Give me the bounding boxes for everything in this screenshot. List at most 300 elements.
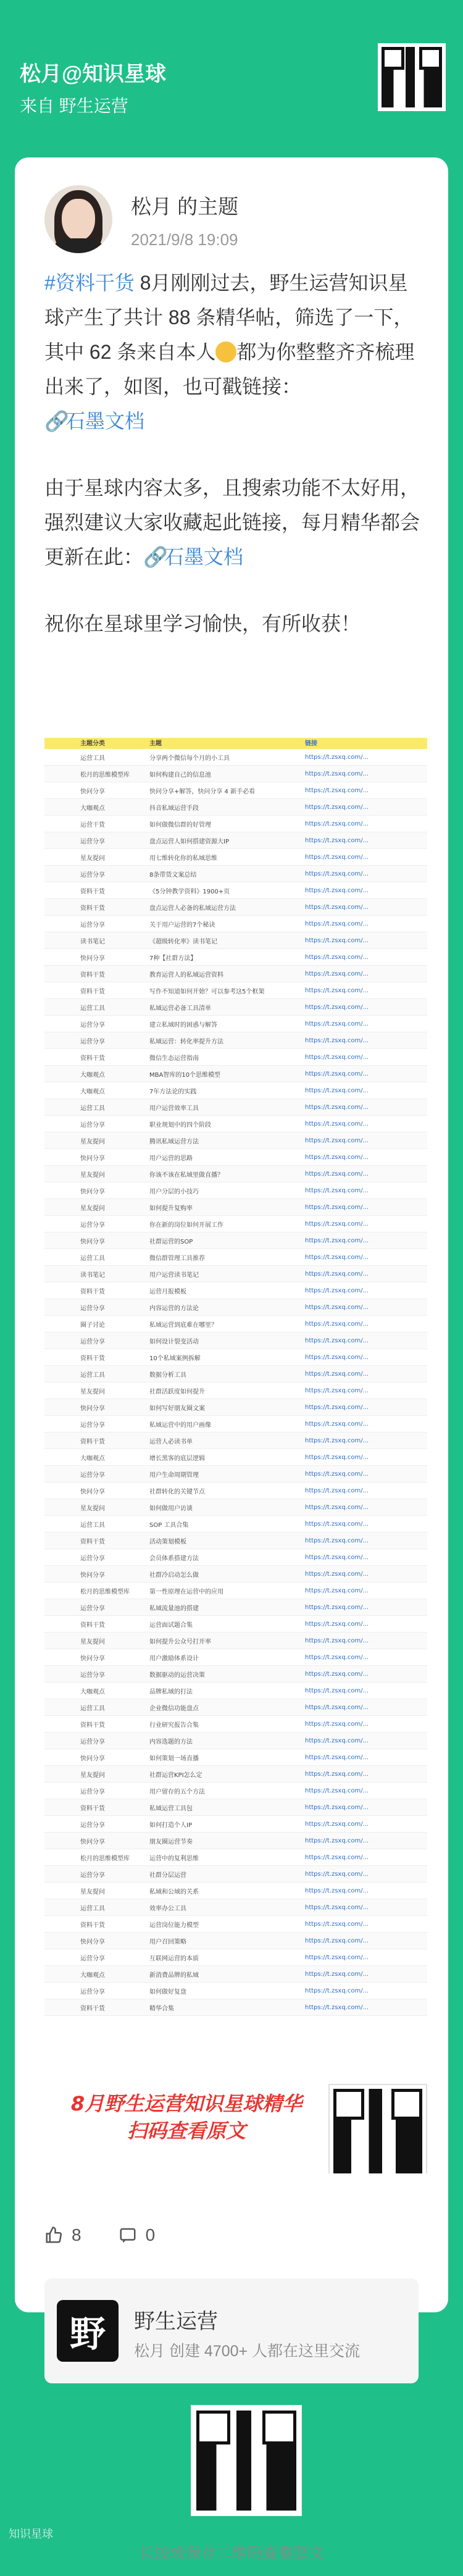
- table-row: [44, 1716, 427, 1733]
- group-description: 松月 创建 4700+ 人都在这里交流: [134, 2343, 361, 2360]
- table-cell: 会员体系搭建方法: [149, 1555, 199, 1562]
- topic-tag[interactable]: #资料干货: [44, 272, 135, 294]
- table-cell: 如何做微信群的好管理: [149, 821, 211, 829]
- table-cell: 大咖观点: [80, 1088, 105, 1095]
- spreadsheet-image[interactable]: [44, 738, 427, 2173]
- table-cell: 社群运营KPI怎么定: [149, 1771, 202, 1779]
- table-cell: 快问分享: [80, 1938, 105, 1946]
- table-row: [44, 1683, 427, 1699]
- thumbs-up-icon: [44, 2226, 63, 2244]
- table-row: [44, 1766, 427, 1783]
- table-cell: 运营分享: [80, 1338, 105, 1345]
- table-cell: 7种【社群方法】: [149, 955, 197, 962]
- table-cell: 活动策划模板: [149, 1538, 186, 1545]
- like-button[interactable]: [44, 2225, 81, 2245]
- table-cell: 运营分享: [80, 1871, 105, 1879]
- table-cell: 快问分享+解答，快问分享 4 新手必看: [149, 788, 256, 795]
- table-cell: 社群活跃度如何提升: [149, 1388, 205, 1395]
- table-cell: 社群运营的SOP: [149, 1238, 193, 1245]
- table-cell: 大咖观点: [80, 1455, 105, 1462]
- table-cell: https://t.zsxq.com/...: [305, 1837, 369, 1844]
- post-stats: [44, 2223, 192, 2248]
- table-cell: 大咖观点: [80, 1688, 105, 1696]
- table-cell: 资料干货: [80, 905, 105, 912]
- table-cell: https://t.zsxq.com/...: [305, 1170, 369, 1177]
- table-row: [44, 1266, 427, 1282]
- table-cell: 分享两个微信每个月的小工具: [149, 755, 230, 762]
- table-cell: 如何设计裂变活动: [149, 1338, 199, 1345]
- table-cell: 用户分层的小技巧: [149, 1188, 199, 1195]
- table-cell: 运营分享: [80, 1121, 105, 1129]
- table-cell: 运营工具: [80, 1255, 105, 1262]
- table-cell: https://t.zsxq.com/...: [305, 1453, 369, 1461]
- table-cell: 快问分享: [80, 1571, 105, 1579]
- table-cell: 运营分享: [80, 1988, 105, 1996]
- table-cell: https://t.zsxq.com/...: [305, 1604, 369, 1611]
- table-row: [44, 1232, 427, 1249]
- table-cell: https://t.zsxq.com/...: [305, 1654, 369, 1661]
- table-cell: https://t.zsxq.com/...: [305, 1637, 369, 1644]
- post-paragraph-1a: 8月刚刚过去，野生运营知识星球产生了共计 88 条精华帖，筛选了一下，其中 62 条来自本人: [44, 272, 414, 363]
- table-row: [44, 1049, 427, 1066]
- table-cell: https://t.zsxq.com/...: [305, 837, 369, 844]
- table-cell: 私域流量池的搭建: [149, 1605, 199, 1612]
- table-cell: 你该不该在私域里做直播？: [149, 1171, 223, 1179]
- header-qr-code: [378, 43, 446, 111]
- table-row: [44, 1249, 427, 1266]
- table-cell: 运营分享: [80, 1221, 105, 1229]
- table-row: [44, 782, 427, 799]
- table-cell: 快问分享: [80, 1405, 105, 1412]
- table-row: [44, 1949, 427, 1966]
- table-cell: 松月的思维模型库: [80, 771, 130, 779]
- table-row: [44, 1299, 427, 1316]
- table-cell: 运营中的复利思维: [149, 1855, 199, 1862]
- post-paragraph-3: 祝你在星球里学习愉快，有所收获！: [44, 613, 361, 635]
- table-cell: https://t.zsxq.com/...: [305, 1887, 369, 1894]
- table-row: [44, 749, 427, 766]
- table-cell: https://t.zsxq.com/...: [305, 1570, 369, 1578]
- table-cell: 资料干货: [80, 1288, 105, 1295]
- table-cell: 私域和公域的关系: [149, 1888, 199, 1896]
- table-cell: 快问分享: [80, 955, 105, 962]
- table-cell: 资料干货: [80, 1621, 105, 1629]
- table-row: [44, 1833, 427, 1849]
- table-cell: 用七维转化你的私域思维: [149, 855, 217, 862]
- table-cell: 运营分享: [80, 838, 105, 845]
- table-cell: https://t.zsxq.com/...: [305, 1554, 369, 1561]
- table-cell: 品牌私域的打法: [149, 1688, 193, 1696]
- table-cell: https://t.zsxq.com/...: [305, 1754, 369, 1761]
- table-cell: 资料干货: [80, 1355, 105, 1362]
- table-row: [44, 1616, 427, 1633]
- table-cell: 运营分享: [80, 1955, 105, 1962]
- table-cell: https://t.zsxq.com/...: [305, 1970, 369, 1978]
- table-cell: MBA智库的10个思维模型: [149, 1071, 221, 1079]
- table-cell: 运营工具: [80, 1005, 105, 1012]
- table-cell: https://t.zsxq.com/...: [305, 1470, 369, 1478]
- table-cell: 盘点运营人必备的私域运营方法: [149, 905, 236, 912]
- table-cell: https://t.zsxq.com/...: [305, 1337, 369, 1344]
- group-logo: 野: [57, 2300, 119, 2362]
- table-cell: 社群分层运营: [149, 1871, 186, 1879]
- table-row: [44, 1733, 427, 1749]
- table-cell: 快问分享: [80, 1655, 105, 1662]
- table-row: [44, 1466, 427, 1482]
- table-row: [44, 1666, 427, 1683]
- table-cell: https://t.zsxq.com/...: [305, 1503, 369, 1511]
- bottom-qr-code: [191, 2405, 302, 2516]
- table-cell: 增长黑客的底层逻辑: [149, 1455, 205, 1462]
- table-cell: 资料干货: [80, 1721, 105, 1729]
- table-cell: https://t.zsxq.com/...: [305, 953, 369, 961]
- table-cell: 运营分享: [80, 1021, 105, 1029]
- table-cell: 运营分享: [80, 1471, 105, 1479]
- table-cell: https://t.zsxq.com/...: [305, 870, 369, 877]
- table-row: [44, 1032, 427, 1049]
- table-cell: https://t.zsxq.com/...: [305, 753, 369, 761]
- table-cell: 资料干货: [80, 988, 105, 995]
- table-cell: 《5分钟教学资料》1900+页: [149, 888, 230, 895]
- table-cell: https://t.zsxq.com/...: [305, 1253, 369, 1261]
- table-cell: https://t.zsxq.com/...: [305, 987, 369, 994]
- table-row: [44, 1783, 427, 1799]
- table-cell: 你在新的岗位如何开展工作: [149, 1221, 223, 1229]
- table-cell: 企业微信功能盘点: [149, 1705, 199, 1712]
- table-cell: SOP 工具合集: [149, 1521, 189, 1529]
- table-cell: 运营工具: [80, 755, 105, 762]
- table-cell: 职业规划中的四个阶段: [149, 1121, 211, 1129]
- table-cell: https://t.zsxq.com/...: [305, 1487, 369, 1494]
- table-cell: https://t.zsxq.com/...: [305, 1137, 369, 1144]
- table-cell: 用户激励体系设计: [149, 1655, 199, 1662]
- table-row: [44, 816, 427, 832]
- table-cell: 星友提问: [80, 1888, 105, 1896]
- table-cell: 运营分享: [80, 1305, 105, 1312]
- table-cell: 星友提问: [80, 1771, 105, 1779]
- table-cell: https://t.zsxq.com/...: [305, 1303, 369, 1311]
- table-cell: 快问分享: [80, 1838, 105, 1846]
- post-card: [15, 157, 448, 2562]
- table-row: [44, 1099, 427, 1116]
- table-cell: 运营人必读书单: [149, 1438, 193, 1445]
- table-cell: 8条带货文案总结: [149, 871, 197, 879]
- table-cell: 星友提问: [80, 1638, 105, 1646]
- table-cell: https://t.zsxq.com/...: [305, 920, 369, 927]
- post-content: [44, 266, 421, 673]
- table-cell: https://t.zsxq.com/...: [305, 1187, 369, 1194]
- sheet-header-row: 主题分类 主题 链接: [44, 738, 427, 749]
- link-icon: 🔗: [143, 546, 168, 568]
- table-cell: https://t.zsxq.com/...: [305, 1237, 369, 1244]
- post-date: 2021/9/8 19:09: [131, 230, 238, 249]
- table-cell: 腾讯私域运营方法: [149, 1138, 199, 1145]
- table-row: [44, 832, 427, 849]
- table-cell: 用户运营的思路: [149, 1155, 193, 1162]
- table-cell: https://t.zsxq.com/...: [305, 1537, 369, 1544]
- table-cell: 资料干货: [80, 971, 105, 979]
- table-cell: 第一性原理在运营中的应用: [149, 1588, 223, 1595]
- table-cell: https://t.zsxq.com/...: [305, 1920, 369, 1928]
- table-cell: 10个私域案例拆解: [149, 1355, 201, 1362]
- group-card[interactable]: [44, 2278, 419, 2383]
- table-cell: https://t.zsxq.com/...: [305, 1820, 369, 1828]
- table-cell: 运营分享: [80, 1421, 105, 1429]
- table-cell: 星友提问: [80, 1138, 105, 1145]
- table-cell: 读书笔记: [80, 1271, 105, 1279]
- table-cell: 星友提问: [80, 855, 105, 862]
- table-cell: https://t.zsxq.com/...: [305, 1620, 369, 1628]
- table-cell: https://t.zsxq.com/...: [305, 1670, 369, 1678]
- table-row: [44, 1016, 427, 1032]
- table-row: [44, 1132, 427, 1149]
- table-cell: 如何提升复购率: [149, 1205, 193, 1212]
- table-cell: 星友提问: [80, 1388, 105, 1395]
- table-cell: 用户运营读书笔记: [149, 1271, 199, 1279]
- table-cell: https://t.zsxq.com/...: [305, 1287, 369, 1294]
- table-cell: 写作不知道如何开始？可以参考这5个框架: [149, 988, 265, 995]
- table-cell: 运营分享: [80, 1605, 105, 1612]
- table-cell: 快问分享: [80, 1155, 105, 1162]
- table-cell: https://t.zsxq.com/...: [305, 803, 369, 811]
- table-cell: 私域运营到底难在哪里？: [149, 1321, 217, 1329]
- table-cell: https://t.zsxq.com/...: [305, 903, 369, 911]
- table-cell: 用户运营效率工具: [149, 1105, 199, 1112]
- table-cell: 快问分享: [80, 788, 105, 795]
- header: [0, 0, 463, 161]
- table-cell: 微信生态运营指南: [149, 1055, 199, 1062]
- table-cell: https://t.zsxq.com/...: [305, 1070, 369, 1077]
- shimo-doc-link-2[interactable]: 🔗石墨文档: [143, 546, 243, 568]
- table-row: [44, 1866, 427, 1883]
- table-cell: 运营分享: [80, 1788, 105, 1796]
- table-cell: 7年方法论的实践: [149, 1088, 197, 1095]
- post-paragraph-1b: 都为你整整齐齐梳理出来了，如图，也可戳链接：: [44, 341, 415, 398]
- table-row: [44, 1983, 427, 1999]
- table-cell: 星友提问: [80, 1205, 105, 1212]
- table-cell: https://t.zsxq.com/...: [305, 1437, 369, 1444]
- table-row: [44, 1416, 427, 1432]
- table-cell: 行业研究报告合集: [149, 1721, 199, 1729]
- table-cell: https://t.zsxq.com/...: [305, 1120, 369, 1127]
- table-cell: https://t.zsxq.com/...: [305, 1870, 369, 1878]
- table-cell: 关于用户运营的7个秘诀: [149, 921, 215, 929]
- table-cell: 如何构建自己的信息池: [149, 771, 211, 779]
- table-cell: 星友提问: [80, 1505, 105, 1512]
- table-cell: 运营干货: [80, 821, 105, 829]
- watermark-banner: 8月野生运营知识星球精华 扫码查看原文: [44, 2090, 328, 2144]
- table-row: [44, 849, 427, 866]
- table-row: [44, 1966, 427, 1983]
- table-cell: https://t.zsxq.com/...: [305, 1737, 369, 1744]
- table-row: [44, 1116, 427, 1132]
- table-cell: 快问分享: [80, 1188, 105, 1195]
- comment-button[interactable]: [119, 2225, 156, 2245]
- table-cell: 运营分享: [80, 921, 105, 929]
- table-cell: https://t.zsxq.com/...: [305, 1520, 369, 1528]
- shimo-doc-link[interactable]: 🔗石墨文档: [44, 410, 144, 432]
- table-cell: 读书笔记: [80, 938, 105, 945]
- table-row: [44, 1699, 427, 1716]
- table-cell: 如何策划一场直播: [149, 1755, 199, 1762]
- table-cell: https://t.zsxq.com/...: [305, 1087, 369, 1094]
- table-cell: 运营岗位能力模型: [149, 1922, 199, 1929]
- table-cell: https://t.zsxq.com/...: [305, 970, 369, 977]
- table-row: [44, 1366, 427, 1382]
- table-cell: https://t.zsxq.com/...: [305, 787, 369, 794]
- table-row: [44, 1282, 427, 1299]
- table-row: [44, 1482, 427, 1499]
- table-row: [44, 1899, 427, 1916]
- table-cell: 如何做好复盘: [149, 1988, 186, 1996]
- table-cell: 如何做用户访谈: [149, 1505, 193, 1512]
- table-row: [44, 1432, 427, 1449]
- table-cell: 精华合集: [149, 2005, 174, 2012]
- table-row: [44, 1816, 427, 1833]
- table-cell: https://t.zsxq.com/...: [305, 1804, 369, 1811]
- table-row: [44, 1583, 427, 1599]
- table-row: [44, 899, 427, 916]
- table-row: [44, 1516, 427, 1533]
- table-cell: 抖音私域运营手段: [149, 805, 199, 812]
- table-row: [44, 1649, 427, 1666]
- table-cell: 资料干货: [80, 1922, 105, 1929]
- table-cell: 如何提升公众号打开率: [149, 1638, 211, 1646]
- table-cell: https://t.zsxq.com/...: [305, 1020, 369, 1027]
- table-cell: https://t.zsxq.com/...: [305, 770, 369, 777]
- avatar[interactable]: [44, 185, 112, 253]
- table-cell: 数据分析工具: [149, 1371, 186, 1379]
- table-cell: 资料干货: [80, 1055, 105, 1062]
- table-cell: https://t.zsxq.com/...: [305, 1587, 369, 1594]
- table-cell: https://t.zsxq.com/...: [305, 853, 369, 861]
- table-cell: 内容运营的方法论: [149, 1305, 199, 1312]
- table-row: [44, 1199, 427, 1216]
- sheet-body: [44, 749, 427, 2016]
- table-cell: https://t.zsxq.com/...: [305, 1053, 369, 1061]
- table-cell: 资料干货: [80, 1805, 105, 1812]
- table-cell: 运营工具: [80, 1371, 105, 1379]
- table-cell: https://t.zsxq.com/...: [305, 1787, 369, 1794]
- table-cell: 用户留存的五个方法: [149, 1788, 205, 1796]
- table-cell: https://t.zsxq.com/...: [305, 1153, 369, 1161]
- table-cell: https://t.zsxq.com/...: [305, 1270, 369, 1278]
- like-count: 8: [72, 2225, 81, 2244]
- table-cell: https://t.zsxq.com/...: [305, 1387, 369, 1394]
- table-row: [44, 966, 427, 982]
- table-cell: 私域运营中的用户画像: [149, 1421, 211, 1429]
- table-row: [44, 1849, 427, 1866]
- table-cell: https://t.zsxq.com/...: [305, 1770, 369, 1778]
- table-cell: https://t.zsxq.com/...: [305, 1403, 369, 1411]
- table-cell: 用户生命周期管理: [149, 1471, 199, 1479]
- table-cell: 社群转化的关键节点: [149, 1488, 205, 1495]
- table-cell: 松月的思维模型库: [80, 1855, 130, 1862]
- table-cell: 教育运营人的私域运营资料: [149, 971, 223, 979]
- table-cell: 运营分享: [80, 1038, 105, 1045]
- post-author[interactable]: 松月 的主题: [131, 195, 239, 218]
- table-row: [44, 1749, 427, 1766]
- table-cell: 私域运营必备工具清单: [149, 1005, 211, 1012]
- table-cell: 用户召回策略: [149, 1938, 186, 1946]
- table-cell: 快问分享: [80, 1238, 105, 1245]
- table-cell: 圈子讨论: [80, 1321, 105, 1329]
- table-row: [44, 1883, 427, 1899]
- table-cell: 社群冷启动怎么做: [149, 1571, 199, 1579]
- table-cell: 运营分享: [80, 1671, 105, 1679]
- table-cell: https://t.zsxq.com/...: [305, 1704, 369, 1711]
- table-row: [44, 1332, 427, 1349]
- table-row: [44, 1149, 427, 1166]
- table-cell: https://t.zsxq.com/...: [305, 1370, 369, 1378]
- post-paragraph-2: 由于星球内容太多，且搜索功能不太好用，强烈建议大家收藏起此链接，每月精华都会更新在此：: [44, 477, 420, 568]
- table-row: [44, 1082, 427, 1099]
- table-row: [44, 882, 427, 899]
- table-cell: https://t.zsxq.com/...: [305, 1420, 369, 1428]
- table-row: [44, 766, 427, 782]
- table-cell: 运营工具: [80, 1705, 105, 1712]
- table-row: [44, 1449, 427, 1466]
- table-row: [44, 1499, 427, 1516]
- table-row: [44, 1999, 427, 2016]
- table-row: [44, 1533, 427, 1549]
- table-cell: https://t.zsxq.com/...: [305, 1987, 369, 1994]
- table-row: [44, 916, 427, 932]
- table-row: [44, 932, 427, 949]
- table-cell: 大咖观点: [80, 1071, 105, 1079]
- table-cell: 新消费品牌的私域: [149, 1972, 199, 1979]
- table-row: [44, 1216, 427, 1232]
- table-row: [44, 1066, 427, 1082]
- sweat-emoji-icon: [215, 341, 236, 362]
- table-cell: https://t.zsxq.com/...: [305, 937, 369, 944]
- table-cell: 大咖观点: [80, 805, 105, 812]
- table-cell: 数据驱动的运营决策: [149, 1671, 205, 1679]
- footer-logo: 知识星球: [9, 2528, 53, 2540]
- table-cell: 私域运营：转化率提升方法: [149, 1038, 223, 1045]
- table-cell: 大咖观点: [80, 1972, 105, 1979]
- group-name: 野生运营: [134, 2310, 218, 2333]
- table-row: [44, 799, 427, 816]
- table-cell: 运营工具: [80, 1905, 105, 1912]
- table-cell: https://t.zsxq.com/...: [305, 1937, 369, 1944]
- table-cell: 互联网运营的本质: [149, 1955, 199, 1962]
- table-cell: 运营面试题合集: [149, 1621, 193, 1629]
- table-row: [44, 999, 427, 1016]
- table-cell: https://t.zsxq.com/...: [305, 1854, 369, 1861]
- table-cell: 运营分享: [80, 1555, 105, 1562]
- table-cell: 私域运营工具包: [149, 1805, 193, 1812]
- table-row: [44, 949, 427, 966]
- table-cell: 运营工具: [80, 1521, 105, 1529]
- table-cell: https://t.zsxq.com/...: [305, 1720, 369, 1728]
- table-row: [44, 866, 427, 882]
- table-cell: 运营分享: [80, 1821, 105, 1829]
- table-row: [44, 1349, 427, 1366]
- link-icon: 🔗: [44, 410, 69, 432]
- table-cell: https://t.zsxq.com/...: [305, 1103, 369, 1111]
- table-cell: https://t.zsxq.com/...: [305, 820, 369, 827]
- table-row: [44, 1599, 427, 1616]
- table-cell: 资料干货: [80, 1438, 105, 1445]
- table-cell: 快问分享: [80, 1755, 105, 1762]
- table-cell: 《超级转化率》读书笔记: [149, 938, 217, 945]
- table-cell: 资料干货: [80, 888, 105, 895]
- table-row: [44, 1549, 427, 1566]
- table-cell: 微信群管理工具推荐: [149, 1255, 205, 1262]
- table-row: [44, 1382, 427, 1399]
- table-cell: 运营分享: [80, 1738, 105, 1746]
